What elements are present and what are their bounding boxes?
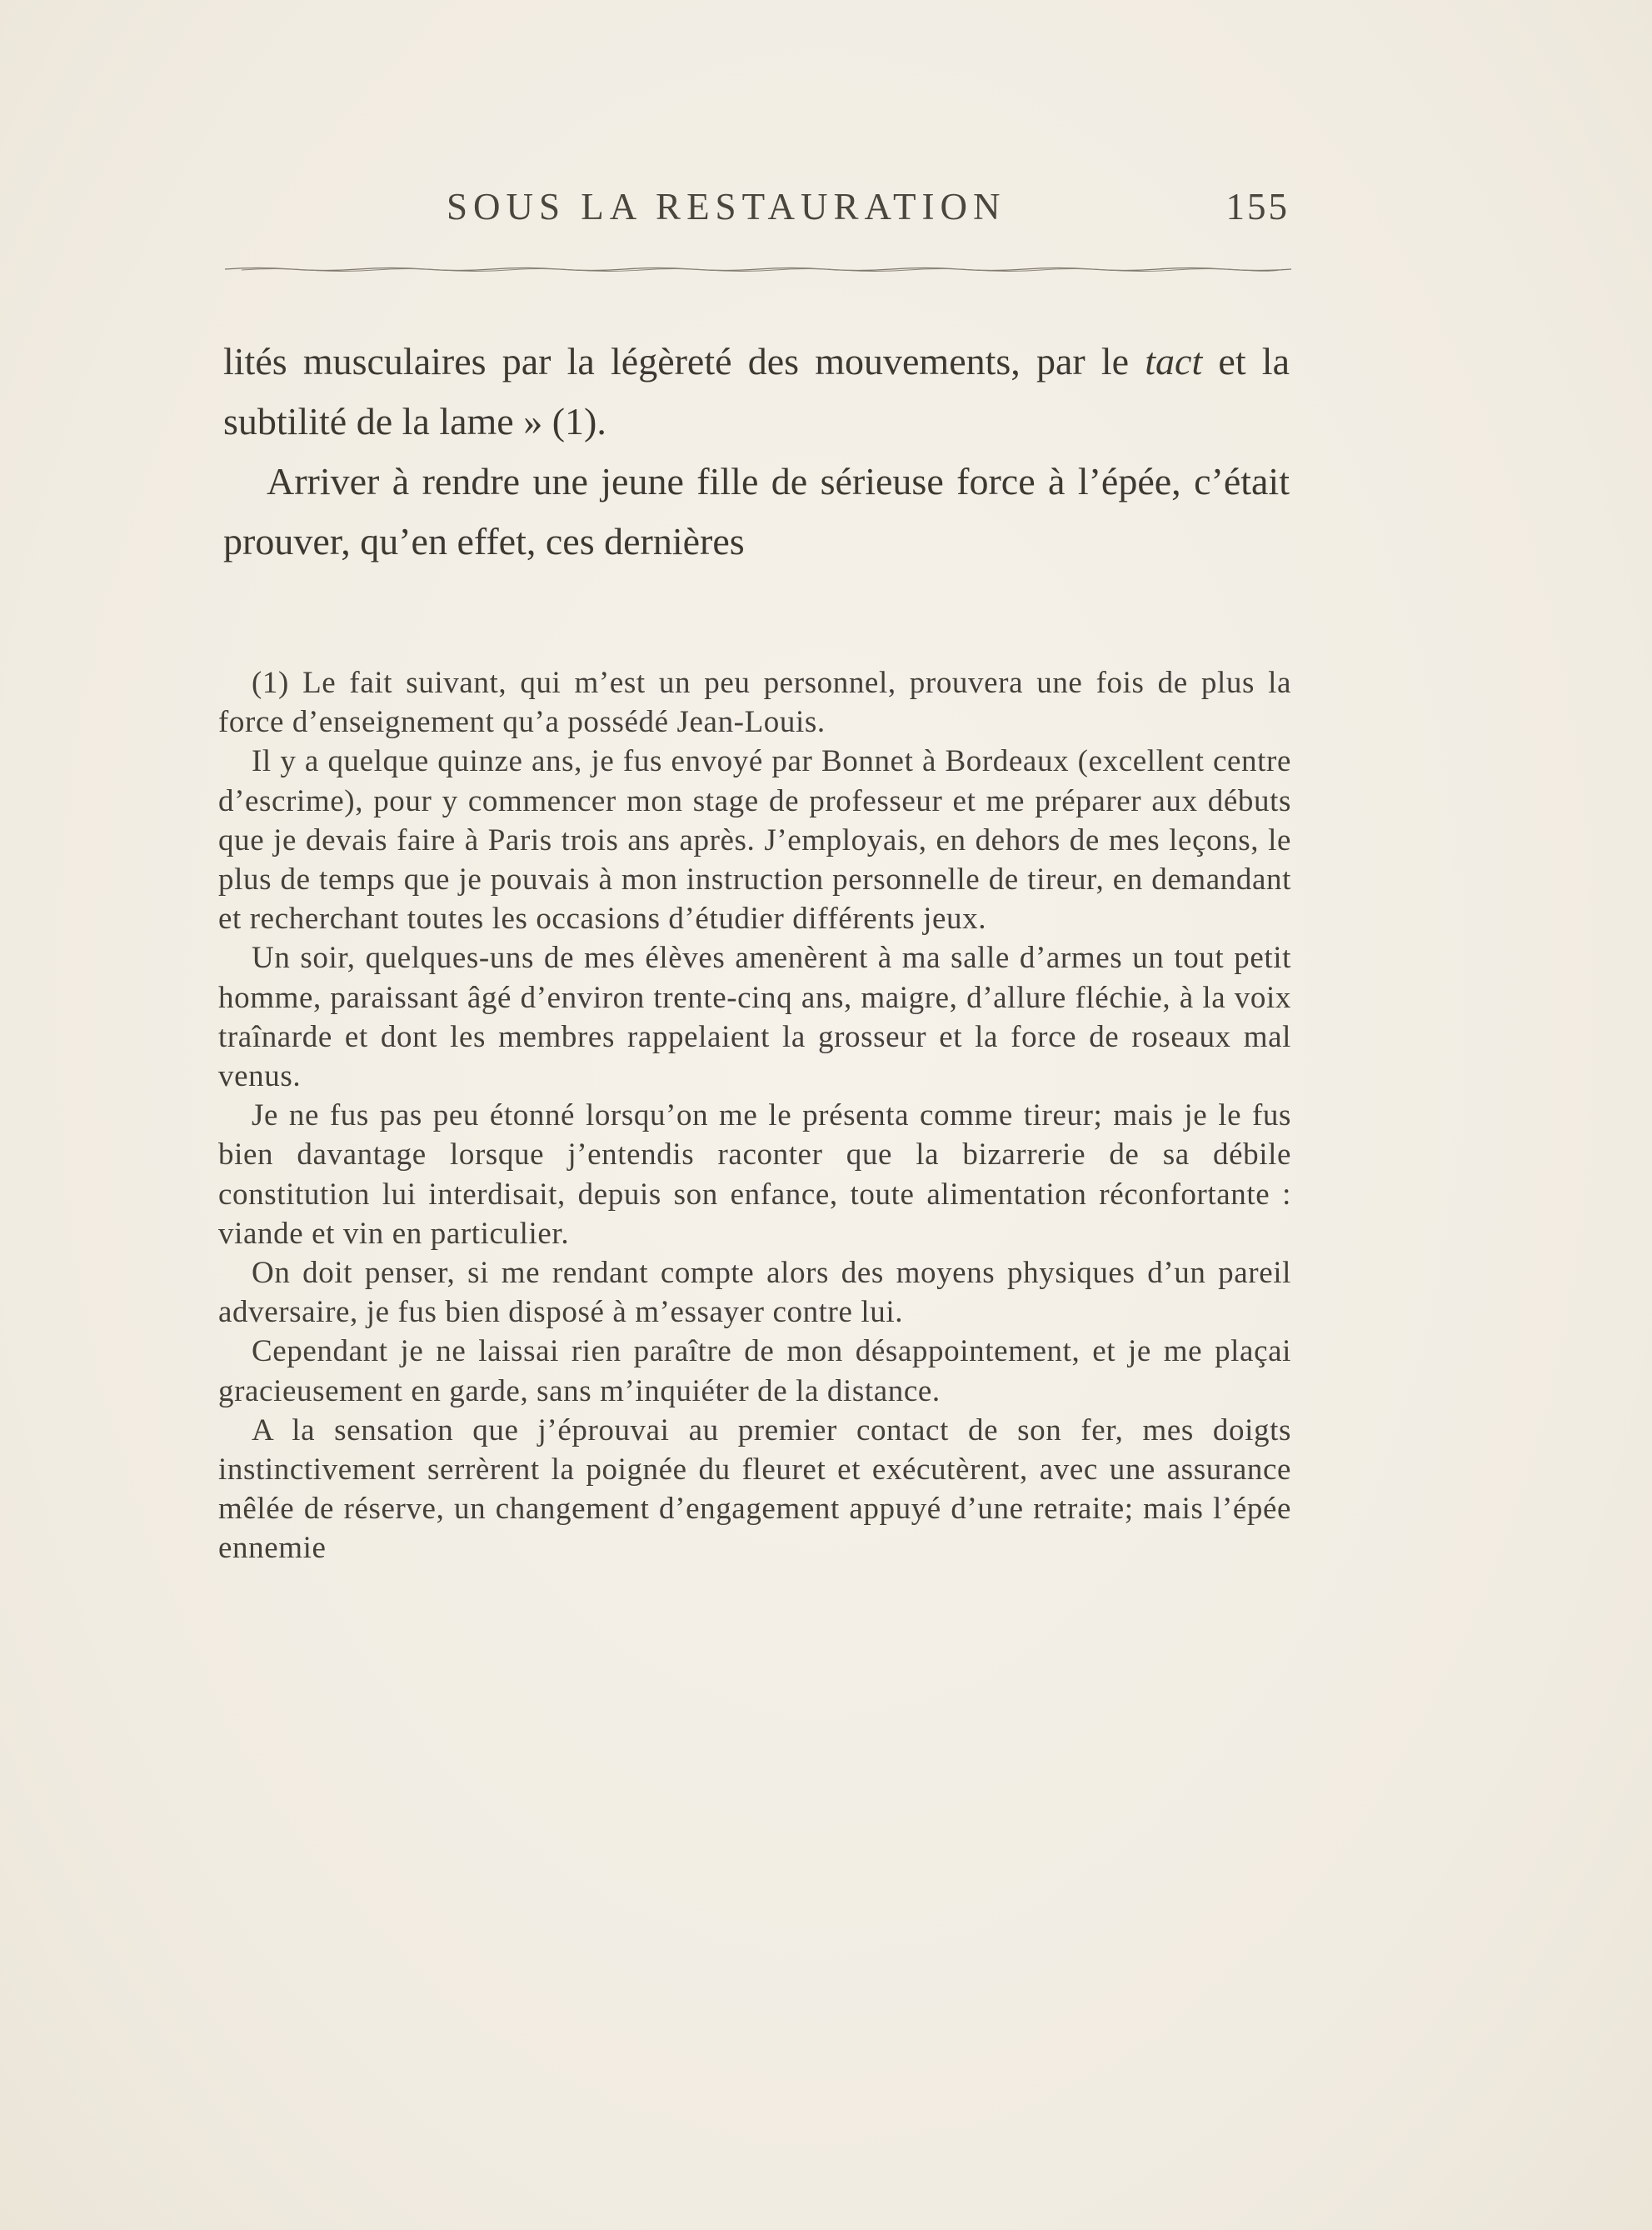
body-paragraph-start: lités musculaires par la légèreté des mouvements, par le [223, 340, 1145, 382]
footnote-paragraph: Un soir, quelques-uns de mes élèves amenèrent à ma salle d’armes un tout petit homme, paraissant âgé d’environ trente-cinq ans, maigre, d’allure fléchie, à la voix traînarde et dont les membres rappelaient la grosseur et la force de roseaux mal venus. [218, 941, 1291, 1094]
footnote-paragraph: Cependant je ne laissai rien paraître de mon désappointement, et je me plaçai gracieusement en garde, sans m’inquiéter de la distance. [218, 1334, 1291, 1408]
header-rule [225, 265, 1291, 273]
footnote-paragraph: (1) Le fait suivant, qui m’est un peu personnel, prouvera une fois de plus la force d’enseignement qu’a possédé Jean-Louis. [218, 666, 1291, 740]
footnote [218, 663, 1291, 1568]
page-number: 155 [1225, 186, 1290, 228]
running-title: SOUS LA RESTAURATION [447, 186, 1006, 228]
footnote-paragraph: Il y a quelque quinze ans, je fus envoyé par Bonnet à Bordeaux (excellent centre d’escrime), pour y commencer mon stage de professeur et me préparer aux débuts que je devais faire à Paris trois ans après. J’employais, en dehors de mes leçons, le plus de temps que je pouvais à mon instruction personnelle de tireur, en demandant et recherchant toutes les occasions d’étudier différents jeux. [218, 744, 1291, 937]
footnote-paragraph: On doit penser, si me rendant compte alors des moyens physiques d’un pareil adversaire, je fus bien disposé à m’essayer contre lui. [218, 1256, 1291, 1330]
footnote-paragraph: A la sensation que j’éprouvai au premier contact de son fer, mes doigts instinctivement serrèrent la poignée du fleuret et exécutèrent, avec une assurance mêlée de réserve, un changement d’engagement appuyé d’une retraite; mais l’épée ennemie [218, 1412, 1291, 1566]
body-paragraph: Arriver à rendre une jeune fille de sérieuse force à l’épée, c’était prouver, qu’en effet, ces dernières [223, 460, 1290, 562]
main-text [223, 332, 1290, 572]
emphasized-word: tact [1145, 340, 1203, 382]
footnote-paragraph: Je ne fus pas peu étonné lorsqu’on me le présenta comme tireur; mais je le fus bien davantage lorsque j’entendis raconter que la bizarrerie de sa débile constitution lui interdisait, depuis son enfance, toute alimentation réconfortante : viande et vin en particulier. [218, 1098, 1291, 1251]
body-paragraph [223, 332, 1290, 452]
running-header [223, 185, 1290, 243]
body-paragraph-end: et la subtilité de la lame » (1). [223, 340, 1290, 442]
